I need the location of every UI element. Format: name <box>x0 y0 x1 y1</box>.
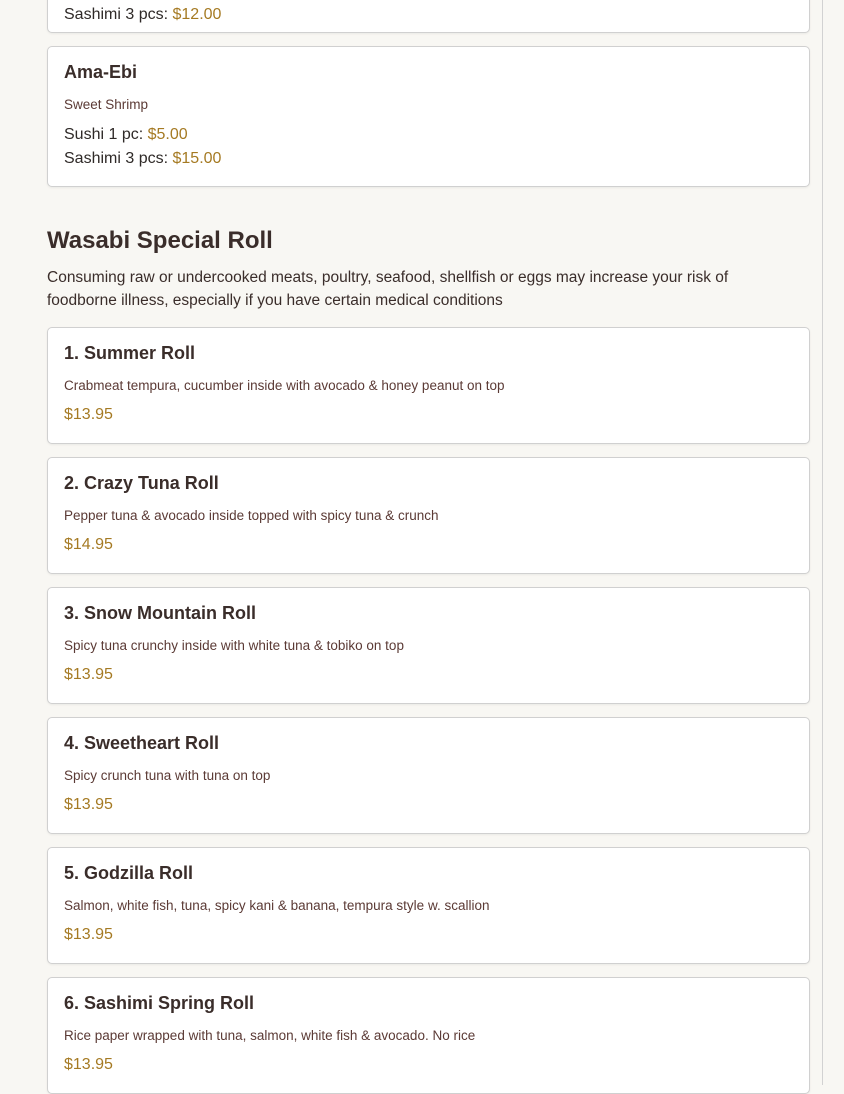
item-name: 2. Crazy Tuna Roll <box>64 473 219 493</box>
item-price: $13.95 <box>64 796 113 813</box>
menu-item-card-sweetheart-roll[interactable] <box>47 717 810 834</box>
sashimi-price-line <box>64 6 221 24</box>
item-price: $13.95 <box>64 406 113 423</box>
sashimi-label: Sashimi 3 pcs: <box>64 150 169 167</box>
item-price: $13.95 <box>64 666 113 683</box>
sashimi-price: $15.00 <box>172 150 222 167</box>
sushi-price-line <box>64 126 188 144</box>
sushi-label: Sushi 1 pc: <box>64 126 144 143</box>
sashimi-price-line <box>64 150 221 168</box>
item-description: Rice paper wrapped with tuna, salmon, white fish & avocado. No rice <box>64 1028 476 1043</box>
item-description: Crabmeat tempura, cucumber inside with avocado & honey peanut on top <box>64 378 505 393</box>
item-description: Sweet Shrimp <box>64 97 149 112</box>
menu-item-card-godzilla-roll[interactable] <box>47 847 810 964</box>
menu-item-card-crazy-tuna-roll[interactable] <box>47 457 810 574</box>
sashimi-price: $12.00 <box>172 6 222 23</box>
menu-item-card-summer-roll[interactable] <box>47 327 810 444</box>
item-name: 1. Summer Roll <box>64 343 196 363</box>
item-name: 6. Sashimi Spring Roll <box>64 993 255 1013</box>
menu-item-card-sashimi-spring-roll[interactable] <box>47 977 810 1094</box>
item-price: $13.95 <box>64 1056 113 1073</box>
item-name: 5. Godzilla Roll <box>64 863 194 883</box>
sashimi-label: Sashimi 3 pcs: <box>64 6 169 23</box>
section-title: Wasabi Special Roll <box>47 227 273 254</box>
menu-item-card-ama-ebi[interactable] <box>47 46 810 187</box>
menu-item-card-snow-mountain-roll[interactable] <box>47 587 810 704</box>
item-description: Spicy tuna crunchy inside with white tuna & tobiko on top <box>64 638 404 653</box>
item-name: 3. Snow Mountain Roll <box>64 603 256 623</box>
item-description: Pepper tuna & avocado inside topped with spicy tuna & crunch <box>64 508 439 523</box>
section-warning-note: Consuming raw or undercooked meats, poultry, seafood, shellfish or eggs may increase your risk of foodborne illness, especially if you have certain medical conditions <box>47 269 729 309</box>
menu-item-card[interactable] <box>47 0 810 33</box>
item-name: Ama-Ebi <box>64 62 138 82</box>
item-price: $14.95 <box>64 536 113 553</box>
item-description: Spicy crunch tuna with tuna on top <box>64 768 271 783</box>
sushi-price: $5.00 <box>147 126 188 143</box>
item-description: Salmon, white fish, tuna, spicy kani & banana, tempura style w. scallion <box>64 898 490 913</box>
item-price: $13.95 <box>64 926 113 943</box>
item-name: 4. Sweetheart Roll <box>64 733 220 753</box>
